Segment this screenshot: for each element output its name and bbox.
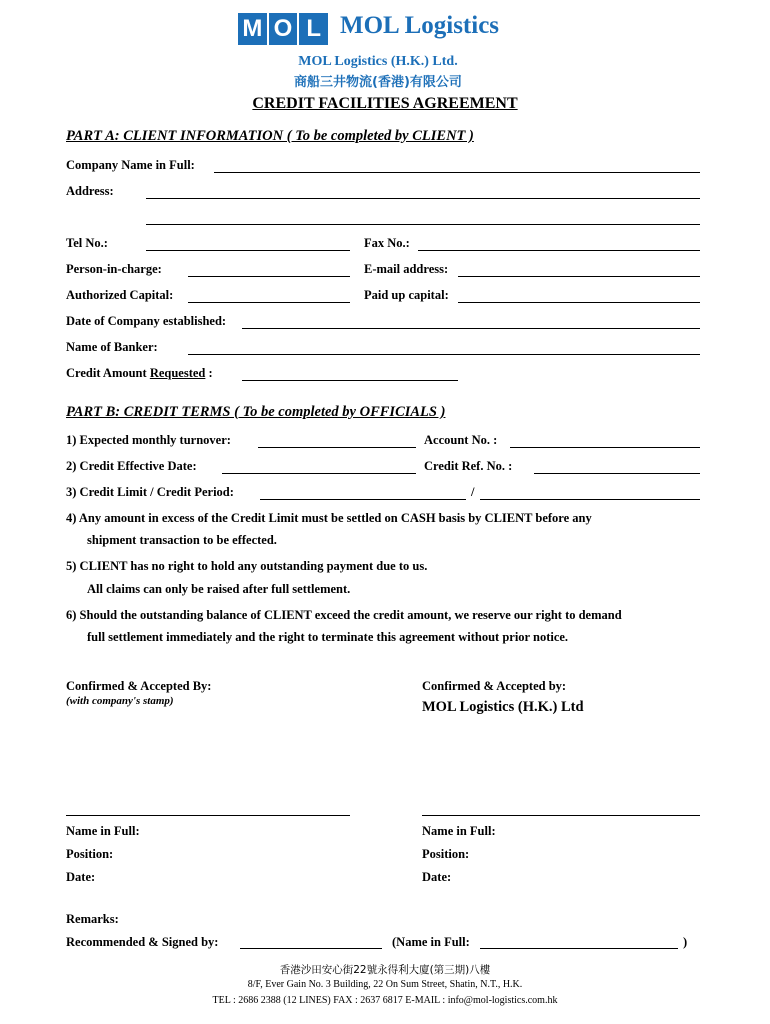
company-name-label: Company Name in Full: bbox=[66, 158, 195, 172]
client-date-label: Date: bbox=[66, 870, 96, 884]
monthly-turnover-field[interactable] bbox=[258, 447, 416, 448]
document-title: CREDIT FACILITIES AGREEMENT bbox=[252, 95, 518, 112]
mol-signature-line[interactable] bbox=[422, 815, 700, 816]
email-label: E-mail address: bbox=[364, 262, 449, 276]
recommended-signature-field[interactable] bbox=[240, 948, 382, 949]
credit-limit-label: 3) Credit Limit / Credit Period: bbox=[66, 485, 234, 499]
footer-contact: TEL : 2686 2388 (12 LINES) FAX : 2637 6817 E-MAIL : info@mol-logistics.com.hk bbox=[212, 995, 558, 1006]
term-5-line2: All claims can only be raised after full settlement. bbox=[87, 582, 351, 596]
client-position-label: Position: bbox=[66, 847, 114, 861]
person-in-charge-label: Person-in-charge: bbox=[66, 262, 162, 276]
logo-letter: O bbox=[269, 13, 300, 45]
monthly-turnover-label: 1) Expected monthly turnover: bbox=[66, 433, 231, 447]
term-4-line1: 4) Any amount in excess of the Credit Limit must be settled on CASH basis by CLIENT before any bbox=[66, 511, 592, 525]
logo-letter: M bbox=[238, 13, 269, 45]
authorized-capital-field[interactable] bbox=[188, 302, 350, 303]
part-a-heading: PART A: CLIENT INFORMATION ( To be completed by CLIENT ) bbox=[66, 128, 474, 144]
banker-field[interactable] bbox=[188, 354, 700, 355]
date-established-label: Date of Company established: bbox=[66, 314, 227, 328]
credit-limit-separator: / bbox=[471, 485, 475, 499]
term-6-line1: 6) Should the outstanding balance of CLIENT exceed the credit amount, we reserve our right to demand bbox=[66, 608, 622, 622]
credit-limit-field[interactable] bbox=[260, 499, 466, 500]
fax-label: Fax No.: bbox=[364, 236, 410, 250]
paid-up-capital-label: Paid up capital: bbox=[364, 288, 449, 302]
mol-name-label: Name in Full: bbox=[422, 824, 496, 838]
term-5-line1: 5) CLIENT has no right to hold any outstanding payment due to us. bbox=[66, 559, 428, 573]
authorized-capital-label: Authorized Capital: bbox=[66, 288, 174, 302]
logo-letter: L bbox=[306, 15, 322, 42]
credit-period-field[interactable] bbox=[480, 499, 700, 500]
recommender-name-field[interactable] bbox=[480, 948, 678, 949]
remarks-label: Remarks: bbox=[66, 912, 119, 926]
person-in-charge-field[interactable] bbox=[188, 276, 350, 277]
email-field[interactable] bbox=[458, 276, 700, 277]
mol-position-label: Position: bbox=[422, 847, 470, 861]
banker-label: Name of Banker: bbox=[66, 340, 158, 354]
address-label: Address: bbox=[66, 184, 114, 198]
footer-address-en: 8/F, Ever Gain No. 3 Building, 22 On Sum Street, Shatin, N.T., H.K. bbox=[247, 979, 523, 990]
brand-name: MOL Logistics bbox=[340, 12, 500, 39]
date-established-field[interactable] bbox=[242, 328, 700, 329]
account-no-field[interactable] bbox=[510, 447, 700, 448]
term-6-line2: full settlement immediately and the right to terminate this agreement without prior notice. bbox=[87, 630, 569, 644]
recommended-label: Recommended & Signed by: bbox=[66, 935, 219, 949]
client-signature-line[interactable] bbox=[66, 815, 350, 816]
client-name-label: Name in Full: bbox=[66, 824, 140, 838]
company-name-field[interactable] bbox=[214, 172, 700, 173]
company-logo bbox=[238, 13, 328, 45]
mol-company-name: MOL Logistics (H.K.) Ltd bbox=[422, 699, 584, 715]
credit-effective-date-field[interactable] bbox=[222, 473, 416, 474]
credit-ref-field[interactable] bbox=[534, 473, 700, 474]
account-no-label: Account No. : bbox=[424, 433, 498, 447]
credit-amount-label: Credit Amount Requested : bbox=[66, 366, 213, 380]
mol-date-label: Date: bbox=[422, 870, 452, 884]
tel-field[interactable] bbox=[146, 250, 350, 251]
company-name-zh: 商船三井物流(香港)有限公司 bbox=[294, 75, 462, 90]
recommender-name-close: ) bbox=[683, 935, 688, 949]
address-field-line2[interactable] bbox=[146, 224, 700, 225]
company-stamp-note: (with company's stamp) bbox=[66, 695, 174, 707]
tel-label: Tel No.: bbox=[66, 236, 108, 250]
term-4-line2: shipment transaction to be effected. bbox=[87, 533, 277, 547]
address-field-line1[interactable] bbox=[146, 198, 700, 199]
company-name-en: MOL Logistics (H.K.) Ltd. bbox=[298, 54, 458, 69]
fax-field[interactable] bbox=[418, 250, 700, 251]
credit-amount-field[interactable] bbox=[242, 380, 458, 381]
part-b-heading: PART B: CREDIT TERMS ( To be completed by OFFICIALS ) bbox=[66, 404, 446, 420]
recommender-name-label: (Name in Full: bbox=[392, 935, 470, 949]
mol-confirm-heading: Confirmed & Accepted by: bbox=[422, 679, 567, 693]
client-confirm-heading: Confirmed & Accepted By: bbox=[66, 679, 212, 693]
credit-effective-date-label: 2) Credit Effective Date: bbox=[66, 459, 197, 473]
credit-ref-label: Credit Ref. No. : bbox=[424, 459, 513, 473]
footer-address-zh: 香港沙田安心街22號永得利大廈(第三期)八樓 bbox=[279, 964, 491, 976]
paid-up-capital-field[interactable] bbox=[458, 302, 700, 303]
